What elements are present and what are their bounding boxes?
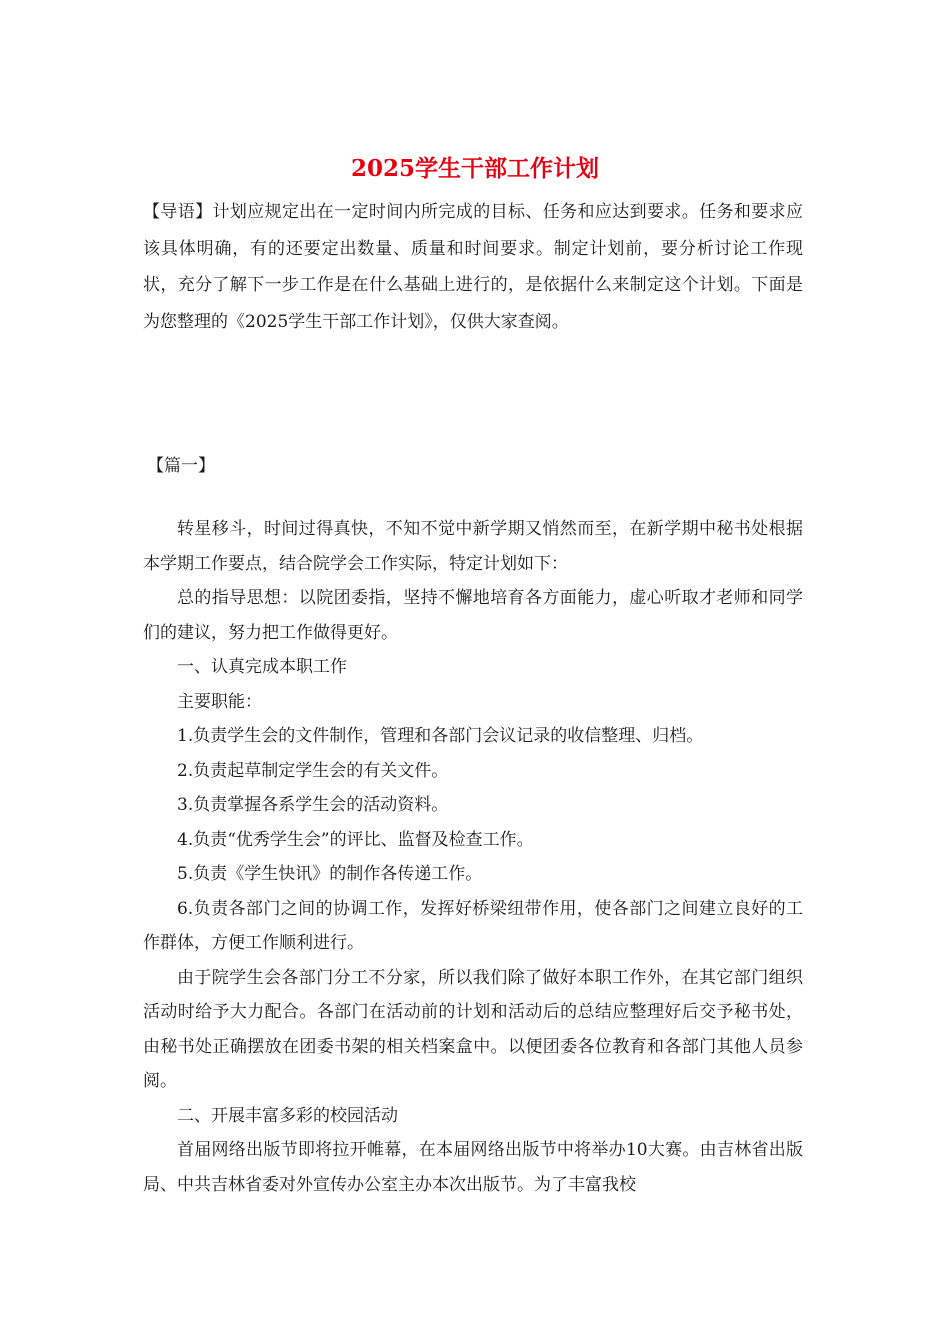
- body-paragraph: 总的指导思想：以院团委指，坚持不懈地培育各方面能力，虚心听取才老师和同学们的建议，努力把工作做得更好。: [143, 588, 803, 643]
- body-paragraph: 首届网络出版节即将拉开帷幕，在本届网络出版节中将举办10大赛。由吉林省出版局、中共吉林省委对外宣传办公室主办本次出版节。为了丰富我校: [143, 1140, 803, 1195]
- section-heading: 【篇一】: [147, 456, 215, 476]
- body-paragraph: 转星移斗，时间过得真快，不知不觉中新学期又悄然而至，在新学期中秘书处根据本学期工作要点，结合院学会工作实际，特定计划如下：: [143, 519, 803, 574]
- document-body: [143, 512, 803, 1202]
- body-heading: 二、开展丰富多彩的校园活动: [177, 1105, 398, 1126]
- document-title: 2025学生干部工作计划: [350, 155, 599, 182]
- body-heading: 一、认真完成本职工作: [177, 657, 347, 677]
- list-item: 4.负责“优秀学生会”的评比、监督及检查工作。: [177, 829, 534, 850]
- list-item: 6.负责各部门之间的协调工作，发挥好桥梁纽带作用，使各部门之间建立良好的工作群体，方便工作顺利进行。: [143, 898, 803, 953]
- body-paragraph: 由于院学生会各部门分工不分家，所以我们除了做好本职工作外，在其它部门组织活动时给予大力配合。各部门在活动前的计划和活动后的总结应整理好后交予秘书处，由秘书处正确摆放在团委书架的相关档案盒中。以便团委各位教育和各部门其他人员参阅。: [143, 967, 803, 1091]
- list-item: 5.负责《学生快讯》的制作各传递工作。: [177, 864, 483, 884]
- list-item: 3.负责掌握各系学生会的活动资料。: [177, 795, 449, 815]
- list-item: 1.负责学生会的文件制作，管理和各部门会议记录的收信整理、归档。: [177, 726, 704, 746]
- body-paragraph: 主要职能：: [177, 691, 262, 712]
- intro-paragraph: 【导语】计划应规定出在一定时间内所完成的目标、任务和应达到要求。任务和要求应该具体明确，有的还要定出数量、质量和时间要求。制定计划前，要分析讨论工作现状，充分了解下一步工作是在什么基础上进行的，是依据什么来制定这个计划。下面是为您整理的《2025学生干部工作计划》，仅供大家查阅。: [143, 202, 803, 332]
- list-item: 2.负责起草制定学生会的有关文件。: [177, 760, 449, 781]
